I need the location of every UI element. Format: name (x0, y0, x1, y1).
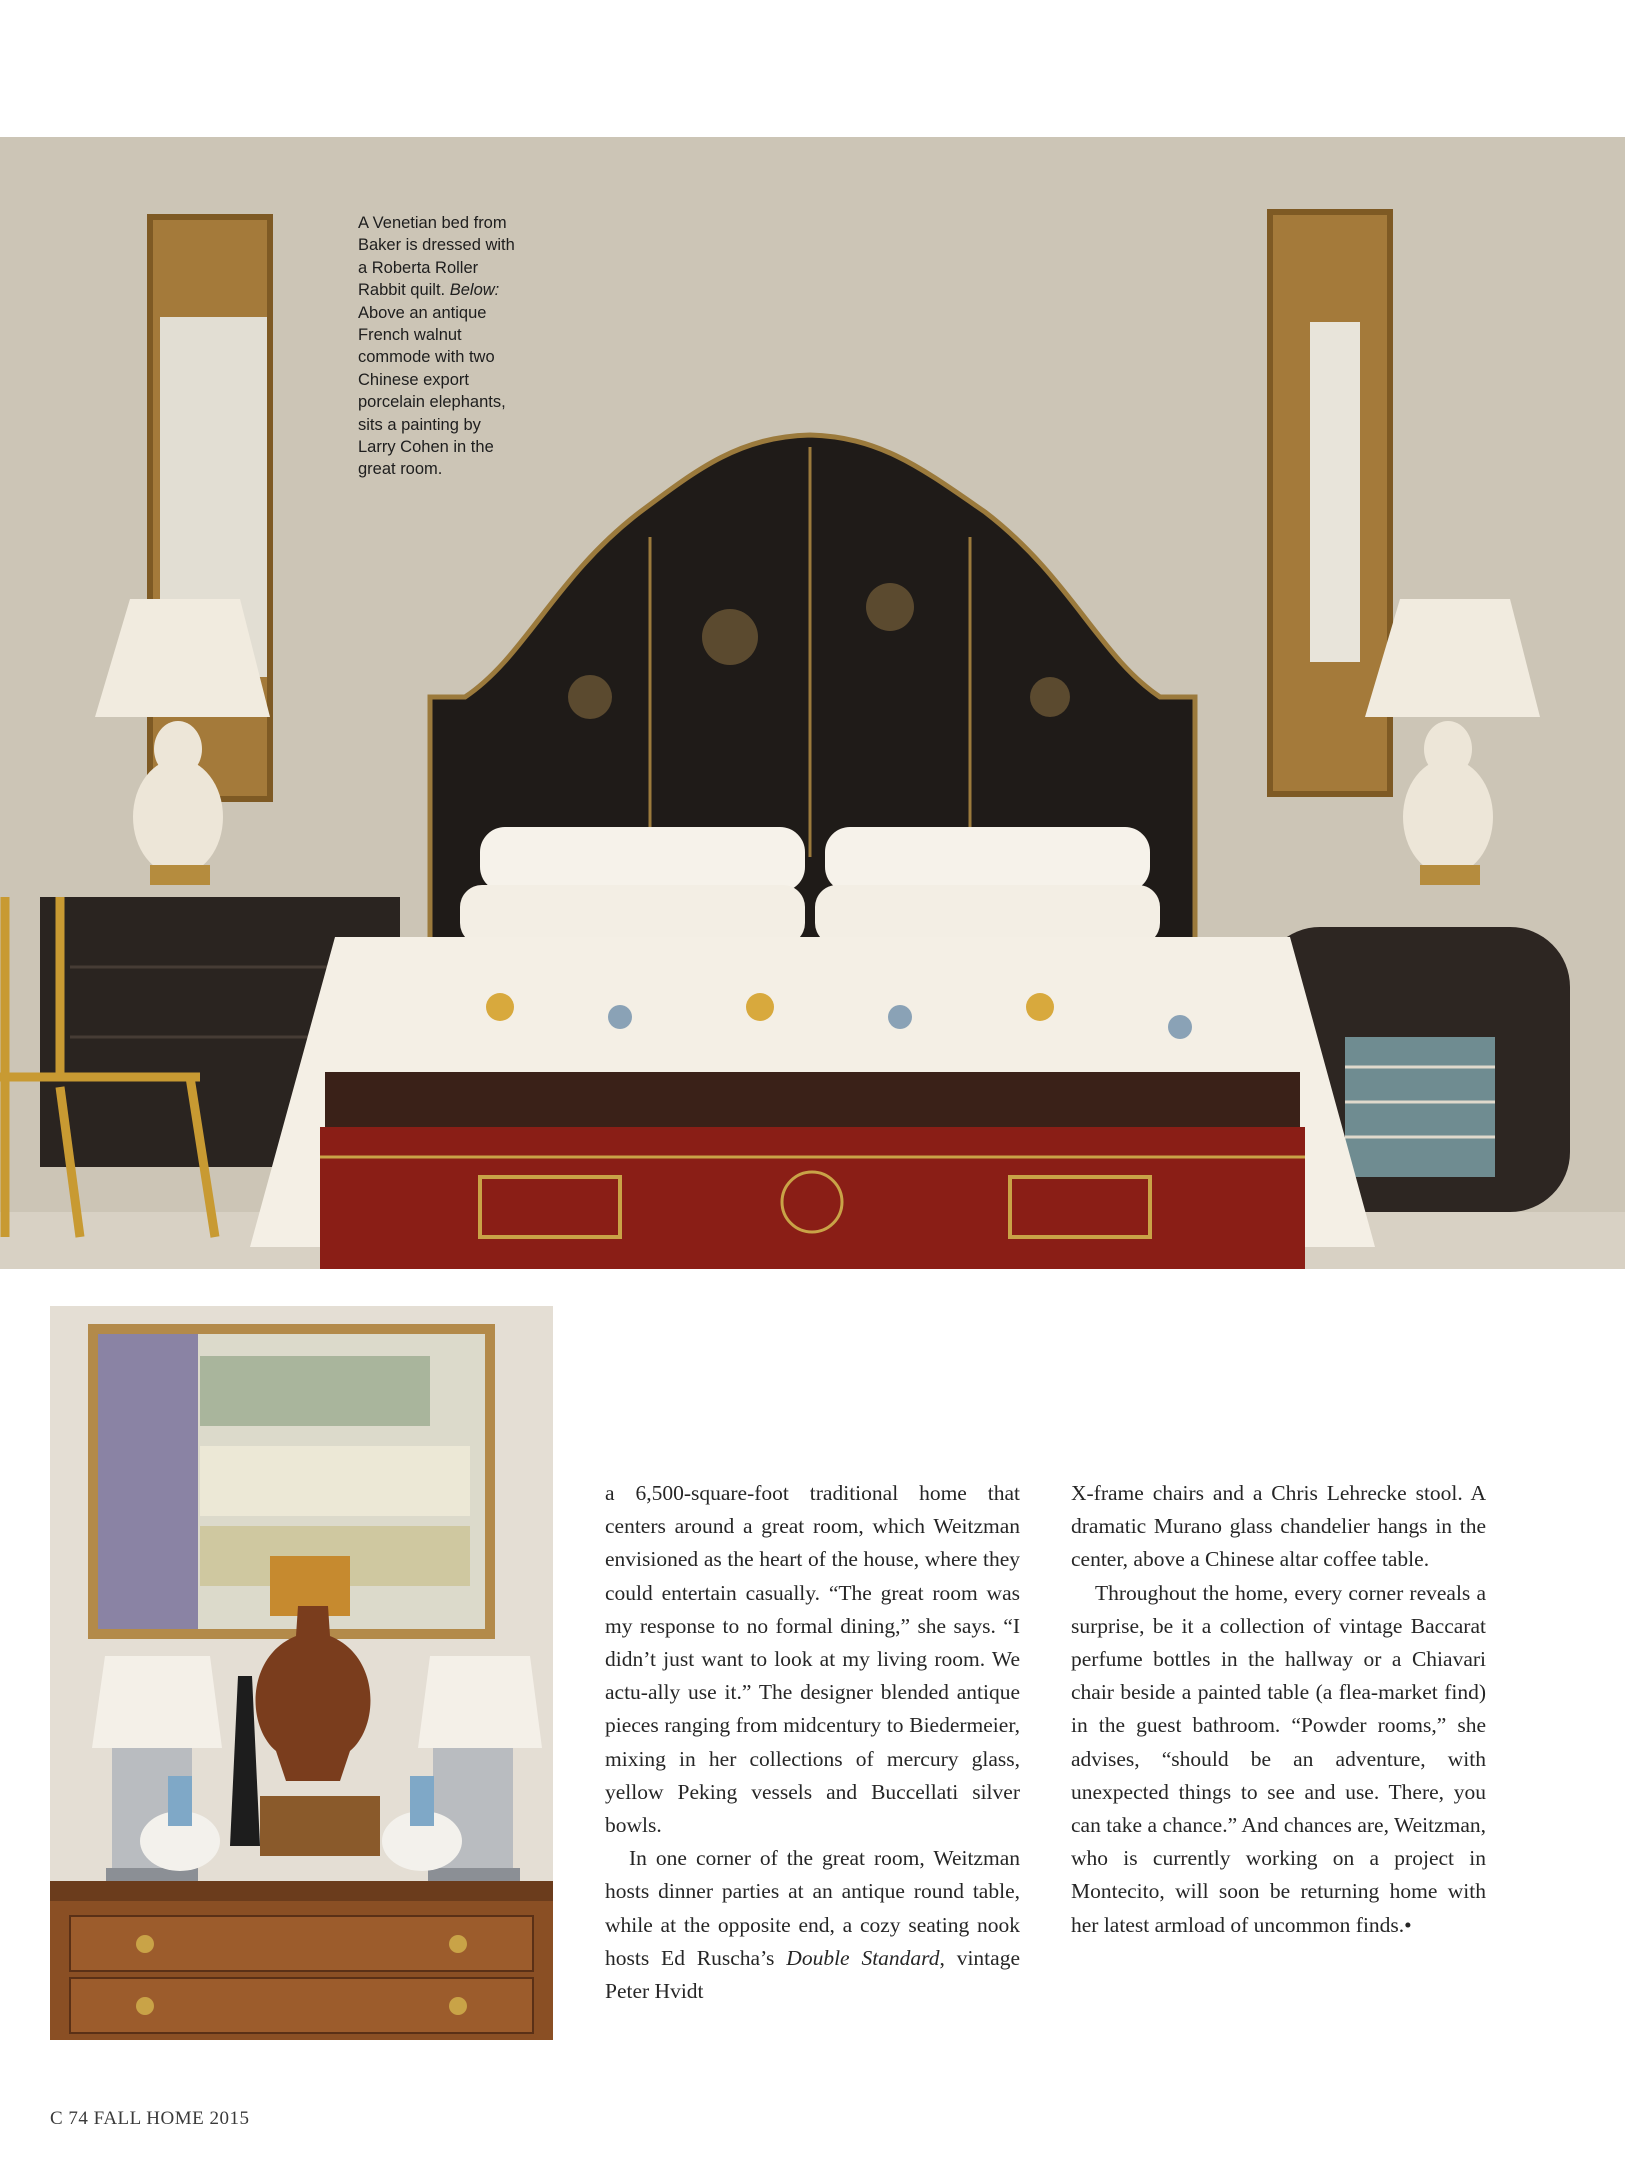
article-paragraph: X-frame chairs and a Chris Lehrecke stool. A dramatic Murano glass chandelier hangs in the center, above a Chinese altar coffee table. (1071, 1481, 1486, 1572)
article-paragraph (605, 1842, 1020, 2008)
caption-text-2: Above an antique French walnut commode with two Chinese export porcelain elephants, sits a painting by Larry Cohen in the great room. (358, 303, 506, 479)
great-room-illustration (50, 1306, 553, 2040)
article-column-right (1071, 1477, 1486, 1942)
great-room-photo (50, 1306, 553, 2040)
painting (88, 1324, 495, 1639)
bedroom-illustration (0, 137, 1625, 1269)
walnut-commode (50, 1881, 553, 2040)
article-paragraph: a 6,500-square-foot traditional home that centers around a great room, which Weitzman envisioned as the heart of the house, where they could entertain casually. “The great room was my response to no formal dining,” she says. “I didn’t just want to look at my living room. We actu-ally use it.” The designer blended antique pieces ranging from midcentury to Biedermeier, mixing in her collections of mercury glass, yellow Peking vessels and Buccellati silver bowls. (605, 1481, 1020, 1838)
red-chest (320, 1072, 1305, 1269)
artwork-title: Double Standard (786, 1945, 940, 1970)
page-folio: C 74 FALL HOME 2015 (50, 2108, 250, 2129)
article-paragraph: Throughout the home, every corner reveals a surprise, be it a collection of vintage Baccarat perfume bottles in the hallway or a Chiavari chair beside a painted table (a flea-market find) in the guest bathroom. “Powder rooms,” she advises, “should be an adventure, with unexpected things to see and use. There, you can take a chance.” And chances are, Weitzman, who is currently working on a project in Montecito, will soon be returning home with her latest armload of uncommon finds.• (1071, 1580, 1486, 1937)
caption-below-label: Below: (449, 281, 500, 300)
wood-box (260, 1796, 380, 1856)
photo-caption (358, 212, 518, 481)
article-text: , vintage Peter Hvidt (605, 1945, 1020, 2004)
article-text: In one corner of the great room, Weitzman hosts dinner parties at an antique round table, while at the opposite end, a cozy seating nook hosts Ed Ruscha’s (605, 1846, 1020, 1970)
article-column-left (605, 1477, 1020, 2008)
caption-text-1: A Venetian bed from Baker is dressed with a Roberta Roller Rabbit quilt. (358, 214, 515, 300)
bedroom-photo (0, 137, 1625, 1269)
